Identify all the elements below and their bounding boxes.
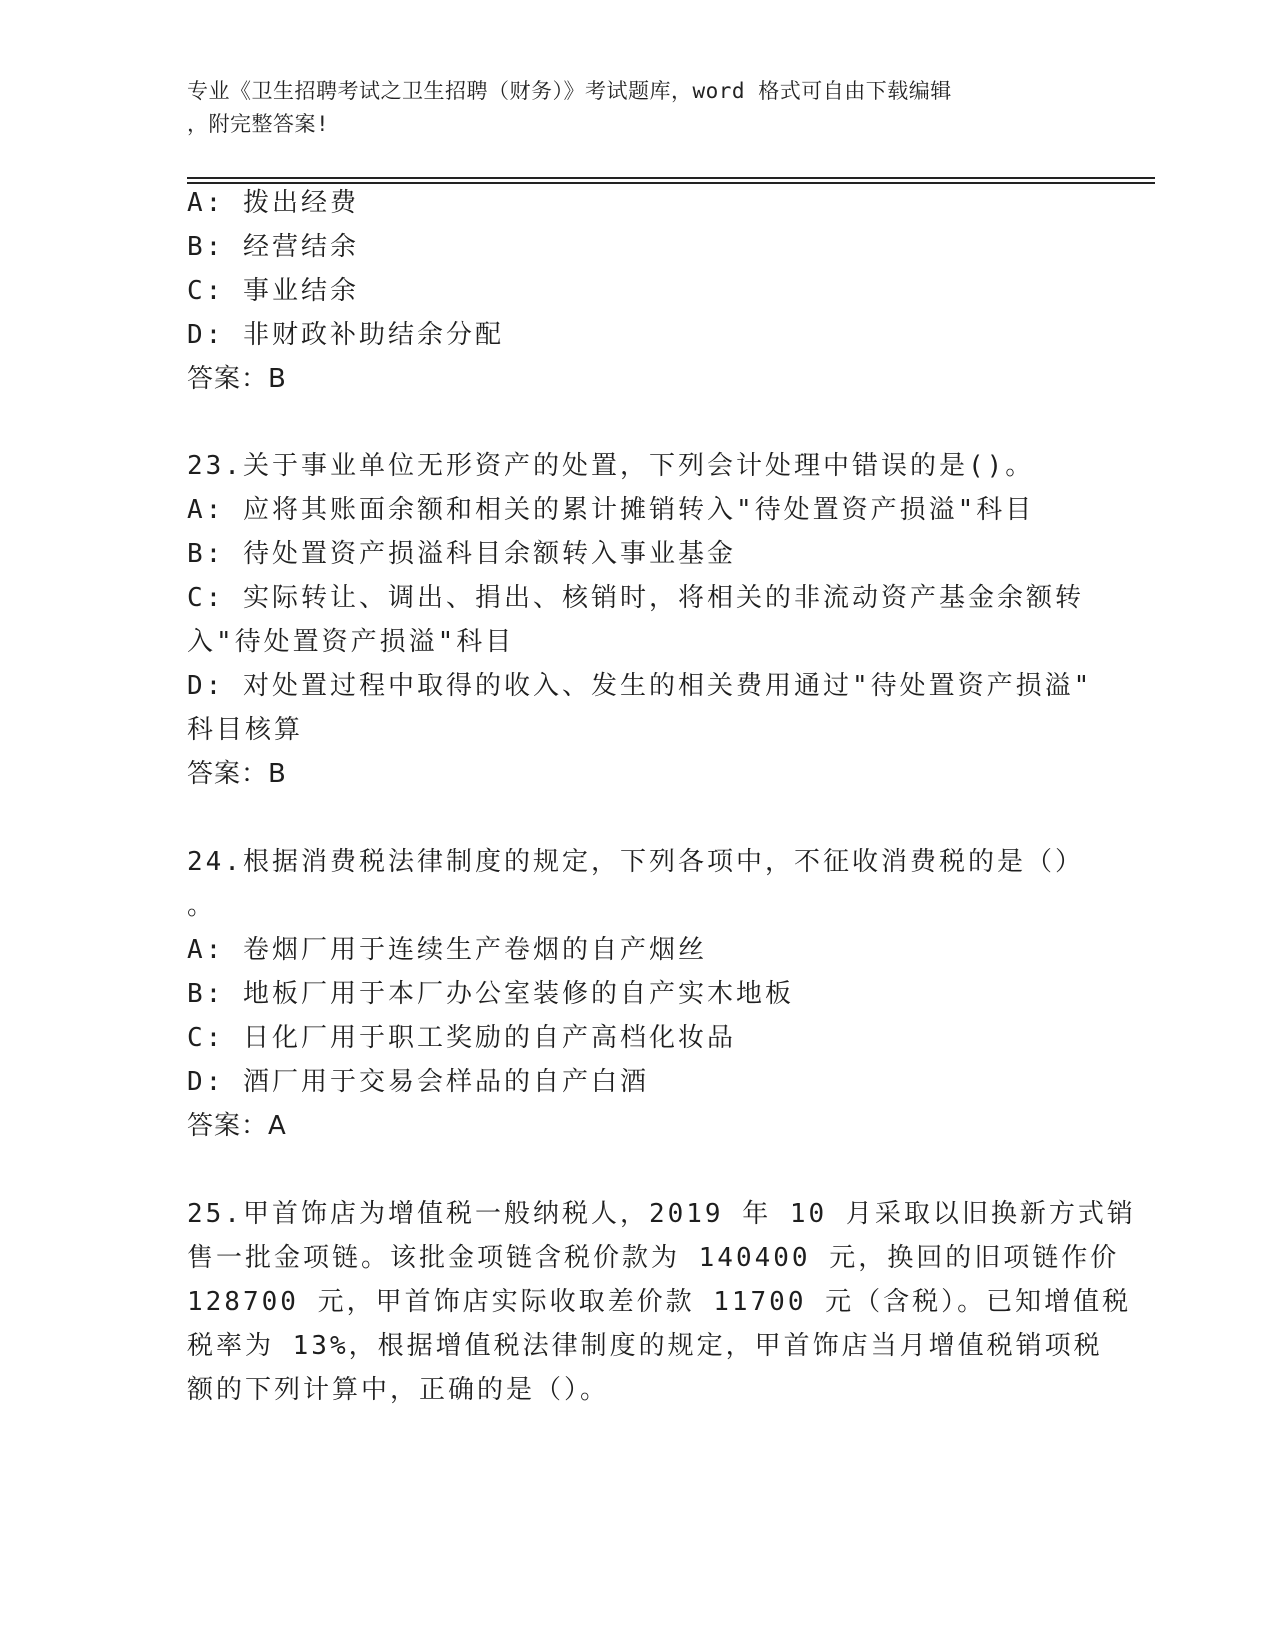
header-divider — [187, 182, 1155, 184]
question-stem: 24.根据消费税法律制度的规定，下列各项中，不征收消费税的是（） — [187, 847, 1084, 877]
question-stem-cont: 税率为 13%，根据增值税法律制度的规定，甲首饰店当月增值税销项税 — [187, 1331, 1103, 1361]
option-a: A: 应将其账面余额和相关的累计摊销转入"待处置资产损溢"科目 — [187, 495, 1035, 525]
header-line: 专业《卫生招聘考试之卫生招聘（财务）》考试题库，word 格式可自由下载编辑 — [187, 79, 952, 103]
option-d: D: 对处置过程中取得的收入、发生的相关费用通过"待处置资产损溢" — [187, 671, 1093, 701]
option-c: C: 日化厂用于职工奖励的自产高档化妆品 — [187, 1023, 736, 1053]
option-b: B: 待处置资产损溢科目余额转入事业基金 — [187, 539, 736, 569]
answer: 答案：A — [187, 1111, 287, 1141]
answer: 答案：B — [187, 759, 287, 789]
question-stem-cont: 128700 元，甲首饰店实际收取差价款 11700 元（含税）。已知增值税 — [187, 1287, 1132, 1317]
option-a: A: 拨出经费 — [187, 188, 359, 218]
option-c: C: 事业结余 — [187, 276, 359, 306]
option-d: D: 非财政补助结余分配 — [187, 320, 504, 350]
header-divider — [187, 177, 1155, 179]
header-line: ，附完整答案! — [187, 112, 330, 136]
question-stem: 25.甲首饰店为增值税一般纳税人，2019 年 10 月采取以旧换新方式销 — [187, 1199, 1136, 1229]
option-d: D: 酒厂用于交易会样品的自产白酒 — [187, 1067, 649, 1097]
question-stem-cont: 售一批金项链。该批金项链含税价款为 140400 元，换回的旧项链作价 — [187, 1243, 1120, 1273]
option-b: B: 地板厂用于本厂办公室装修的自产实木地板 — [187, 979, 794, 1009]
question-stem: 23.关于事业单位无形资产的处置，下列会计处理中错误的是()。 — [187, 451, 1035, 481]
question-stem-cont: 。 — [187, 891, 217, 921]
document-header — [187, 75, 1087, 141]
question-stem-cont: 额的下列计算中，正确的是（）。 — [187, 1375, 610, 1405]
option-c-cont: 入"待处置资产损溢"科目 — [187, 627, 515, 657]
option-c: C: 实际转让、调出、捐出、核销时，将相关的非流动资产基金余额转 — [187, 583, 1084, 613]
answer: 答案：B — [187, 364, 287, 394]
option-a: A: 卷烟厂用于连续生产卷烟的自产烟丝 — [187, 935, 707, 965]
option-b: B: 经营结余 — [187, 232, 359, 262]
option-d-cont: 科目核算 — [187, 715, 304, 745]
